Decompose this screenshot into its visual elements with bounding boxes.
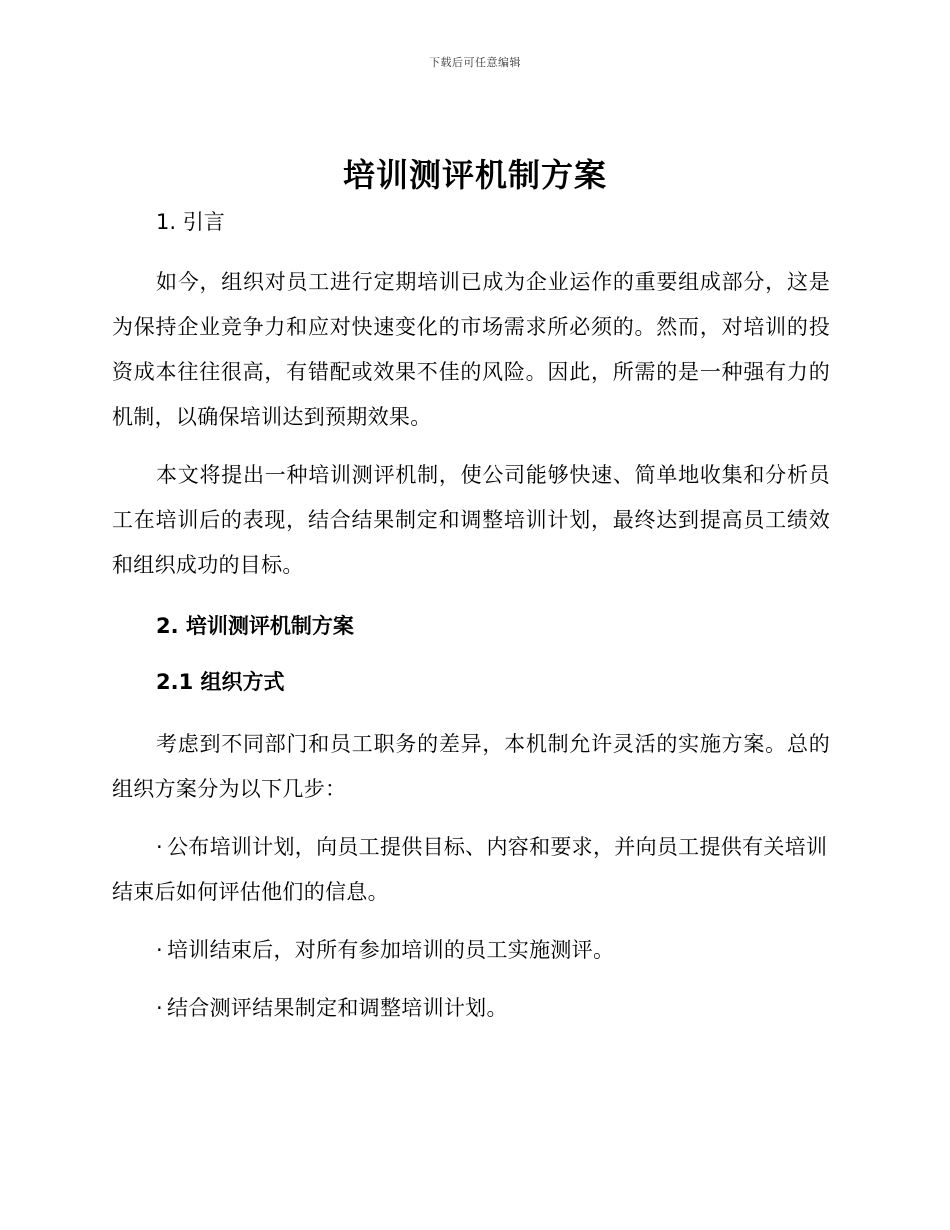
list-item — [112, 825, 830, 915]
document-body — [112, 200, 830, 1044]
header-note: 下载后可任意编辑 — [429, 56, 521, 69]
bullet-marker: · — [156, 938, 163, 962]
list-item-text: 培训结束后，对所有参加培训的员工实施测评。 — [166, 938, 615, 962]
subsection-heading-organization: 2.1 组织方式 — [156, 670, 285, 694]
document-title: 培训测评机制方案 — [342, 156, 607, 194]
bullet-marker: · — [156, 835, 163, 859]
paragraph-intro-1: 如今，组织对员工进行定期培训已成为企业运作的重要组成部分，这是为保持企业竞争力和应对快速变化的市场需求所必须的。然而，对培训的投资成本往往很高，有错配或效果不佳的风险。因此，所需的是一种强有力的机制，以确保培训达到预期效果。 — [112, 270, 830, 429]
list-item — [112, 986, 830, 1031]
paragraph-intro-2: 本文将提出一种培训测评机制，使公司能够快速、简单地收集和分析员工在培训后的表现，结合结果制定和调整培训计划，最终达到提高员工绩效和组织成功的目标。 — [112, 463, 830, 577]
list-item — [112, 928, 830, 973]
section-heading-intro: 1. 引言 — [156, 210, 225, 234]
list-item-text: 公布培训计划，向员工提供目标、内容和要求，并向员工提供有关培训结束后如何评估他们的信息。 — [112, 835, 828, 904]
paragraph-organization: 考虑到不同部门和员工职务的差异，本机制允许灵活的实施方案。总的组织方案分为以下几步： — [112, 732, 830, 801]
section-heading-plan: 2. 培训测评机制方案 — [156, 614, 354, 638]
list-item-text: 结合测评结果制定和调整培训计划。 — [166, 996, 508, 1020]
bullet-marker: · — [156, 996, 163, 1020]
